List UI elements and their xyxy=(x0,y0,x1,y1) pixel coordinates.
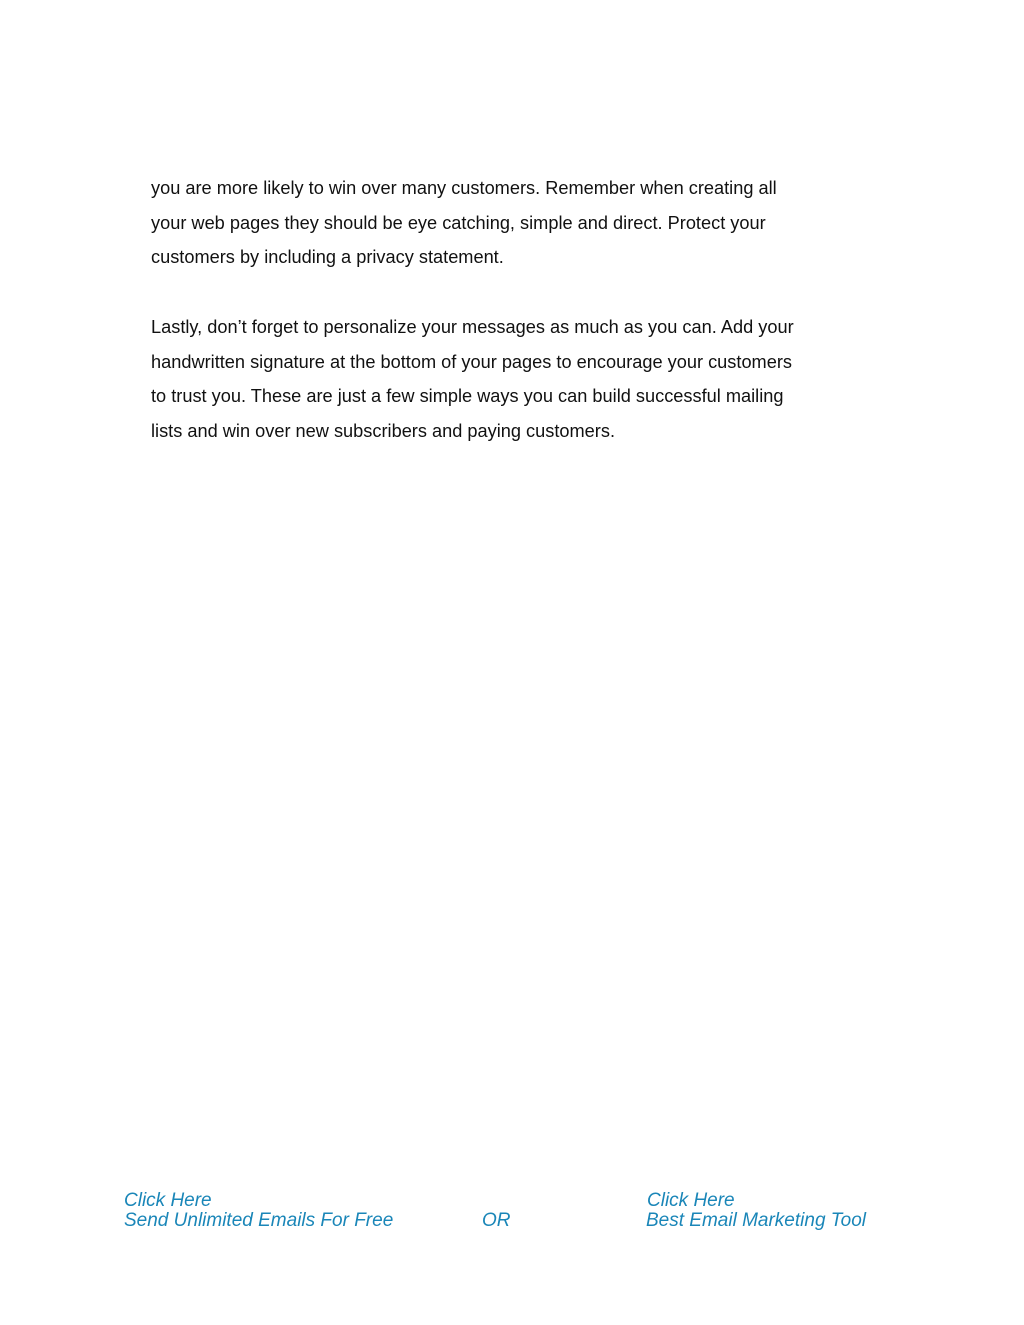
paragraph-line: lists and win over new subscribers and paying customers. xyxy=(151,420,615,441)
paragraph-line: customers by including a privacy statement. xyxy=(151,247,504,268)
click-here-link-right[interactable]: Click Here xyxy=(647,1190,735,1211)
paragraph-2 xyxy=(151,310,891,449)
click-here-link-left[interactable]: Click Here xyxy=(124,1190,212,1211)
or-separator: OR xyxy=(482,1210,511,1231)
paragraph-line: handwritten signature at the bottom of your pages to encourage your customers xyxy=(151,351,792,372)
paragraph-line: to trust you. These are just a few simple ways you can build successful mailing xyxy=(151,386,784,407)
best-email-marketing-tool-link[interactable]: Best Email Marketing Tool xyxy=(646,1210,867,1231)
body-text xyxy=(151,171,891,449)
paragraph-line: you are more likely to win over many customers. Remember when creating all xyxy=(151,178,777,198)
paragraph-spacer xyxy=(151,275,891,310)
paragraph-line: your web pages they should be eye catching, simple and direct. Protect your xyxy=(151,212,766,233)
send-unlimited-emails-link[interactable]: Send Unlimited Emails For Free xyxy=(124,1210,394,1231)
paragraph-1 xyxy=(151,171,891,275)
paragraph-line: Lastly, don’t forget to personalize your messages as much as you can. Add your xyxy=(151,316,794,337)
